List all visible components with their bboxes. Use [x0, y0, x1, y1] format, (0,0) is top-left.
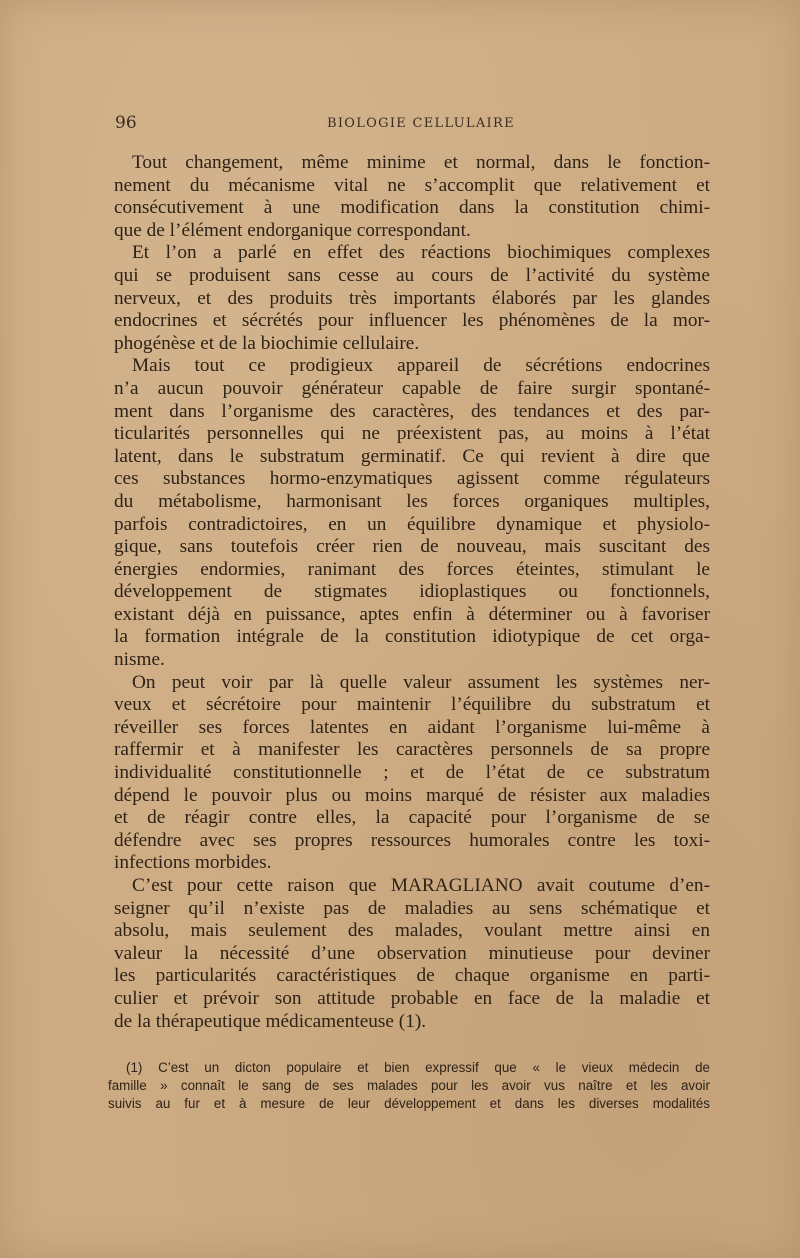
text-line: du métabolisme, harmonisant les forces organiques multiples, — [114, 490, 710, 512]
text-line: que de l’élément endorganique correspondant. — [114, 219, 471, 241]
body-text — [114, 152, 710, 1033]
text-line: On peut voir par là quelle valeur assument les systèmes ner- — [132, 671, 710, 693]
text-line: consécutivement à une modification dans la constitution chimi- — [114, 197, 710, 219]
text-line: de la thérapeutique médicamenteuse (1). — [114, 1010, 427, 1032]
text-line: nisme. — [114, 649, 165, 671]
page-number: 96 — [115, 113, 137, 133]
footnote-line: suivis au fur et à mesure de leur développement et dans les diverses modalités — [108, 1096, 710, 1111]
footnote-line: (1) C’est un dicton populaire et bien expressif que « le vieux médecin de — [126, 1060, 710, 1075]
text-line: C’est pour cette raison que MARAGLIANO avait coutume d’en- — [132, 875, 710, 896]
text-line: les particularités caractéristiques de chaque organisme en parti- — [114, 965, 710, 987]
text-line: Et l’on a parlé en effet des réactions biochimiques complexes — [132, 242, 710, 264]
running-title: BIOLOGIE CELLULAIRE — [327, 116, 515, 131]
text-line: la formation intégrale de la constitution idiotypique de cet orga- — [114, 626, 710, 648]
text-line: Mais tout ce prodigieux appareil de sécrétions endocrines — [132, 355, 710, 377]
text-line: individualité constitutionnelle ; et de l’état de ce substratum — [114, 762, 710, 784]
text-line: et de réagir contre elles, la capacité pour l’organisme de se — [114, 807, 710, 829]
text-line: ces substances hormo-enzymatiques agissent comme régulateurs — [114, 468, 710, 490]
text-line: ticularités personnelles qui ne préexistent pas, au moins à l’état — [114, 423, 710, 445]
footnote-line: famille » connaît le sang de ses malades pour les avoir vus naître et les avoir — [108, 1078, 710, 1093]
text-line: valeur la nécessité d’une observation minutieuse pour deviner — [114, 942, 710, 964]
text-line: infections morbides. — [114, 852, 272, 874]
text-line: absolu, mais seulement des malades, voulant mettre ainsi en — [114, 920, 710, 942]
text-line: parfois contradictoires, en un équilibre dynamique et physiolo- — [114, 513, 710, 535]
text-line: dépend le pouvoir plus ou moins marqué de résister aux maladies — [114, 784, 710, 806]
text-line: veux et sécrétoire pour maintenir l’équilibre du substratum et — [114, 694, 710, 716]
text-line: latent, dans le substratum germinatif. Ce qui revient à dire que — [114, 445, 710, 467]
footnote — [108, 1059, 710, 1113]
text-line: ment dans l’organisme des caractères, des tendances et des par- — [114, 400, 710, 422]
text-line: développement de stigmates idioplastiques ou fonctionnels, — [114, 581, 710, 603]
text-line: phogénèse et de la biochimie cellulaire. — [114, 332, 420, 354]
text-line: Tout changement, même minime et normal, dans le fonction- — [132, 152, 710, 173]
text-line: énergies endormies, ranimant des forces éteintes, stimulant le — [114, 558, 710, 580]
text-line: nerveux, et des produits très importants élaborés par les glandes — [114, 287, 710, 309]
text-line: existant déjà en puissance, aptes enfin à déterminer ou à favoriser — [114, 603, 710, 625]
text-line: réveiller ses forces latentes en aidant l’organisme lui-même à — [114, 716, 710, 738]
running-head — [115, 113, 710, 137]
text-line: défendre avec ses propres ressources humorales contre les toxi- — [114, 829, 710, 851]
text-line: nement du mécanisme vital ne s’accomplit que relativement et — [114, 174, 710, 196]
text-line: raffermir et à manifester les caractères personnels de sa propre — [114, 739, 710, 761]
text-line: gique, sans toutefois créer rien de nouveau, mais suscitant des — [114, 536, 710, 558]
text-line: endocrines et sécrétés pour influencer les phénomènes de la mor- — [114, 310, 710, 332]
text-line: qui se produisent sans cesse au cours de l’activité du système — [114, 264, 710, 286]
text-line: culier et prévoir son attitude probable en face de la maladie et — [114, 987, 710, 1009]
text-line: seigner qu’il n’existe pas de maladies au sens schématique et — [114, 897, 710, 919]
text-line: n’a aucun pouvoir générateur capable de faire surgir spontané- — [114, 377, 710, 399]
